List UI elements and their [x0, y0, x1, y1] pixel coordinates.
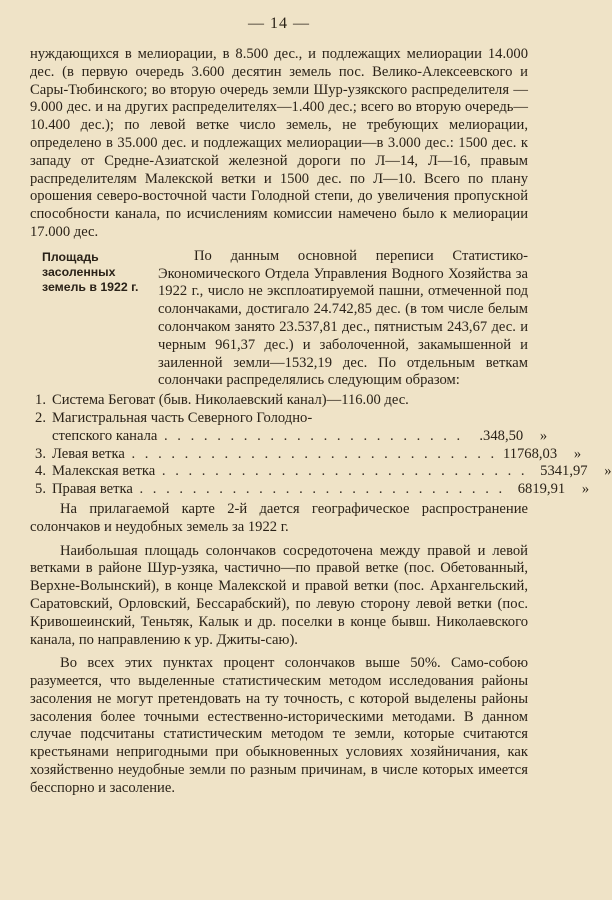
list-item [30, 445, 582, 464]
ditto-mark: » [539, 427, 548, 444]
list-item-value: 11768,03 [502, 445, 558, 462]
list-item [30, 481, 590, 499]
list-item-number: 5. [35, 481, 46, 498]
list-item-value: .348,50 [479, 427, 524, 444]
list-item-number: 4. [35, 463, 46, 480]
list-item-value: 6819,91 [517, 481, 566, 498]
list-item-number: 2. [35, 409, 46, 426]
paragraph-methodology: Во всех этих пунктах процент солончаков выше 50%. Само-собою разумеется, что выделенные статистическим методом исследования районы засоления не могут претендовать на ту точность, с которой выделены районы засоления более точными естественно-историческими методами. В данном случае подсчитаны статистическим методом те земли, которые считаются крестьянами непригодными при обыкновенных условиях хозяйничания, как хозяйственно неудобные земли по разным причинам, в числе которых имеется бесспорно и засоление. [30, 655, 528, 796]
list-item-label: Правая ветка [52, 481, 133, 498]
page-number: — 14 — [248, 15, 310, 32]
list-item-label: Система Беговат (быв. Николаевский канал)—116.00 дес. [52, 392, 409, 409]
list-item [30, 427, 548, 446]
list-item [30, 392, 528, 410]
list-item-label: Малекская ветка [52, 463, 156, 480]
saline-distribution-list [30, 392, 612, 499]
list-item [30, 463, 612, 481]
list-item-number: 1. [35, 392, 46, 409]
ditto-mark: » [581, 481, 590, 498]
ditto-mark: » [604, 463, 612, 480]
paragraph-census-data: По данным основной переписи Статистико-Экономического Отдела Управления Водного Хозяйства за 1922 г., число не эксплоатируемой пашни, отмеченной под солончаками, достигало 24.742,85 дес. (в том числе белым солончаком занято 23.537,81 дес., пятнистым 243,67 дес. и черным 961,37 дес.) и заболоченной, закамышенной и заиленной земли—1532,19 дес. По отдельным веткам солончаки распределялись следующим образом: [158, 247, 528, 389]
paragraph-saline-locations: Наибольшая площадь солончаков сосредоточена между правой и левой ветками в районе Шур-узяка, частично—по правой ветке (пос. Обетованный, Верхне-Волынский), в конце Малекской и правой ветки (пос. Архангельский, Саратовский, Орловский, Бессарабский), по левую сторону левой ветки (пос. Кривошеинский, Теньтяк, Калык и др. поселки в конце бывш. Николаевского канала, по направлению к ур. Джиты-саю). [30, 542, 528, 648]
dot-leader: . . . . . . . . . . . . . . . . . . . . . . . . . . . . [124, 445, 498, 462]
margin-heading: Площадь засоленных земель в 1922 г. [42, 249, 139, 294]
list-item-value: 5341,97 [540, 463, 588, 480]
list-item-label: Левая ветка [52, 445, 125, 462]
dot-leader: . . . . . . . . . . . . . . . . . . . . . . . . . . . . [132, 481, 506, 498]
list-item-label: Магистральная часть Северного Голодно- [52, 409, 313, 426]
paragraph-irrigation-plan: нуждающихся в мелиорации, в 8.500 дес., и подлежащих мелиорации 14.000 дес. (в первую очередь 3.600 десятин земель пос. Велико-Алексеевского и Сары-Тюбинского; во вторую очередь земли Шур-узякского распределителя —9.000 дес. и на других распределителях—1.400 дес.; всего во вторую очередь—10.400 дес.); по левой ветке число земель, не требующих мелиорации, определено в 35.000 дес. и подлежащих мелиорации—в 3.000 дес.: 1500 дес. к западу от Средне-Азиатской железной дороги по Л—14, Л—16, правым распределителям Малекской ветки и 1500 дес. по Л—10. Всего по плану орошения северо-восточной части Голодной степи, до увеличения пропускной способности канала, по исчислениям комиссии намечено было к мелиорации 17.000 дес. [30, 46, 528, 240]
paragraph-map-reference: На прилагаемой карте 2-й дается географическое распространение солончаков и неудобных земель за 1922 г. [30, 500, 528, 535]
dot-leader: . . . . . . . . . . . . . . . . . . . . . . . [157, 427, 464, 444]
dot-leader: . . . . . . . . . . . . . . . . . . . . . . . . . . . . [155, 463, 528, 480]
saline-land-section [30, 248, 528, 390]
list-item-label: степского канала [52, 427, 158, 444]
list-item [30, 410, 528, 428]
list-item-number: 3. [35, 445, 46, 462]
ditto-mark: » [573, 445, 582, 462]
